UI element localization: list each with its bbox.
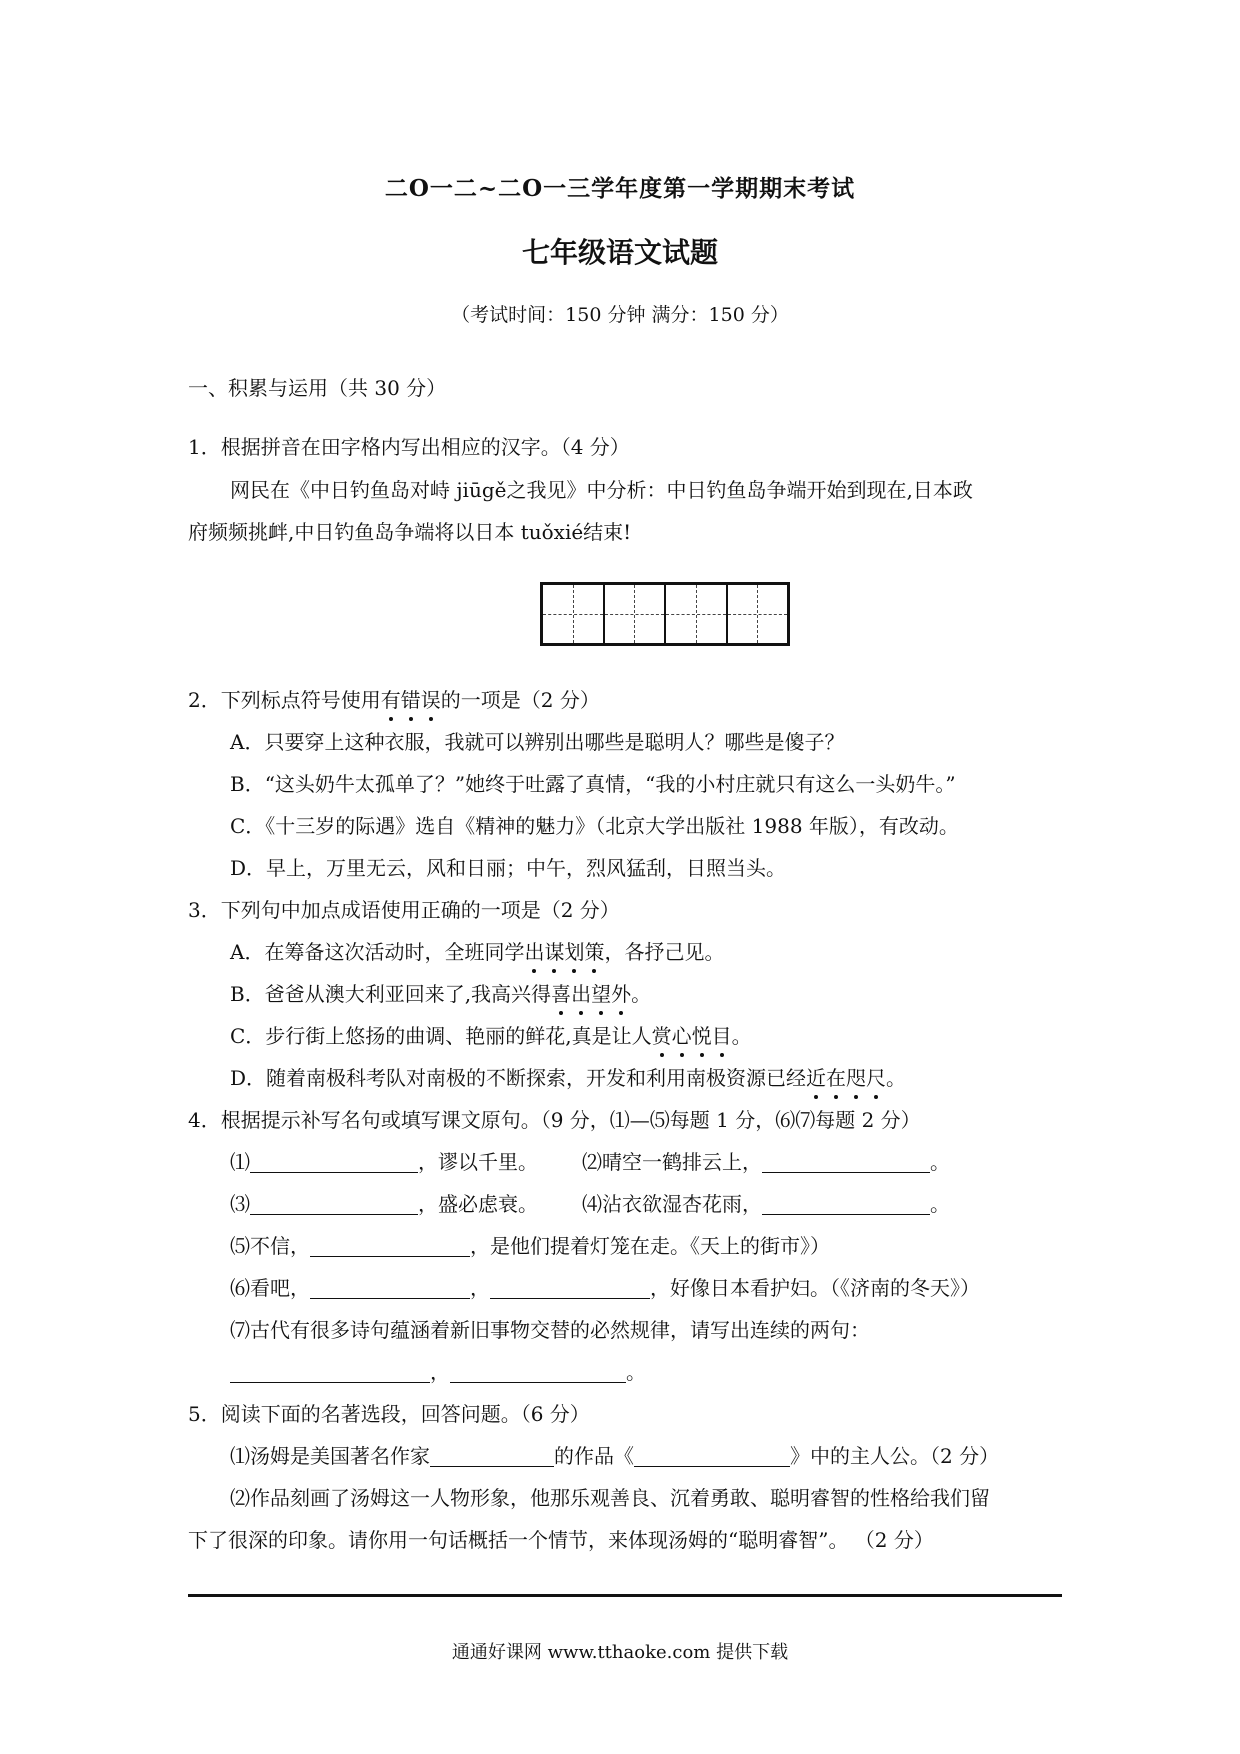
- dotted-char: 出: [524, 940, 545, 964]
- option-text: ，各抒己见。: [604, 940, 725, 964]
- exam-title: 七年级语文试题: [521, 236, 718, 269]
- dotted-char: 目: [711, 1024, 732, 1048]
- option-text: A．在筹备这次活动时，全班同学: [230, 940, 525, 964]
- tianzi-grid[interactable]: [540, 582, 790, 646]
- exam-year-title: 二O一二~二O一三学年度第一学期期末考试: [384, 175, 856, 202]
- footer-rule: [188, 1594, 1062, 1597]
- question-4-line5: ⑺古代有很多诗句蕴涵着新旧事物交替的必然规律，请写出连续的两句：: [230, 1318, 870, 1342]
- question-3-stem: 3．下列句中加点成语使用正确的一项是（2 分）: [188, 898, 620, 922]
- answer-blank[interactable]: [450, 1360, 626, 1383]
- item-text: ⑴汤姆是美国著名作家: [230, 1444, 430, 1468]
- question-5-sub2-line1: ⑵作品刻画了汤姆这一人物形象，他那乐观善良、沉着勇敢、聪明睿智的性格给我们留: [230, 1486, 990, 1510]
- question-1-paragraph-line1: 网民在《中日钓鱼岛对峙 jiūgě之我见》中分析：中日钓鱼岛争端开始到现在,日本政: [230, 478, 973, 502]
- dotted-char: 咫: [846, 1066, 867, 1090]
- question-4-line4: [230, 1274, 980, 1302]
- question-5-sub1: [230, 1442, 999, 1470]
- dotted-char: 策: [584, 940, 605, 964]
- item-text: ，好像日本看护妇。（《济南的冬天》）: [650, 1276, 980, 1300]
- dotted-char: 近: [806, 1066, 827, 1090]
- option-text: C．步行街上悠扬的曲调、艳丽的鲜花,真是让人: [230, 1024, 652, 1048]
- question-4-line1: [230, 1148, 538, 1176]
- option-text: 。: [631, 982, 652, 1006]
- dotted-char: 有: [380, 688, 401, 712]
- dotted-char: 望: [591, 982, 612, 1006]
- answer-blank[interactable]: [762, 1150, 930, 1173]
- question-3-option-a: [230, 938, 724, 966]
- dotted-char: 错: [400, 688, 421, 712]
- dotted-char: 悦: [691, 1024, 712, 1048]
- grid-cell[interactable]: [543, 585, 605, 643]
- dotted-char: 喜: [551, 982, 572, 1006]
- dotted-char: 在: [826, 1066, 847, 1090]
- question-3-option-b: [230, 980, 651, 1008]
- item-number: ⑴: [230, 1150, 250, 1174]
- question-4-line1b: [582, 1148, 950, 1176]
- question-2-option-d: D．早上，万里无云，风和日丽；中午，烈风猛刮，日照当头。: [230, 856, 787, 880]
- item-text: 的作品《: [554, 1444, 634, 1468]
- item-text: ，: [430, 1360, 450, 1384]
- item-number: ⑶: [230, 1192, 250, 1216]
- stem-text: 2．下列标点符号使用: [188, 688, 381, 712]
- item-text: 。: [930, 1150, 950, 1174]
- dotted-char: 误: [420, 688, 441, 712]
- question-5-sub2-line2: 下了很深的印象。请你用一句话概括一个情节，来体现汤姆的“聪明睿智”。 （2 分）: [188, 1528, 934, 1552]
- question-1-paragraph-line2: 府频频挑衅,中日钓鱼岛争端将以日本 tuǒxié结束!: [188, 520, 632, 544]
- question-4-line2b: [582, 1190, 950, 1218]
- grid-cell[interactable]: [605, 585, 667, 643]
- question-1-stem: 1．根据拼音在田字格内写出相应的汉字。（4 分）: [188, 435, 630, 459]
- item-text: ⑸不信，: [230, 1234, 310, 1258]
- answer-blank[interactable]: [490, 1276, 650, 1299]
- dotted-char: 尺: [866, 1066, 887, 1090]
- footer-text: 通通好课网 www.tthaoke.com 提供下载: [451, 1642, 789, 1663]
- question-3-option-c: [230, 1022, 752, 1050]
- answer-blank[interactable]: [310, 1276, 470, 1299]
- item-text: ，盛必虑衰。: [418, 1192, 538, 1216]
- grid-cell[interactable]: [666, 585, 728, 643]
- option-text: 。: [886, 1066, 907, 1090]
- question-5-stem: 5．阅读下面的名著选段，回答问题。（6 分）: [188, 1402, 590, 1426]
- answer-blank[interactable]: [230, 1360, 430, 1383]
- item-text: 。: [626, 1360, 646, 1384]
- item-text: 。: [930, 1192, 950, 1216]
- exam-info: （考试时间：150 分钟 满分：150 分）: [451, 304, 789, 326]
- item-text: 》中的主人公。（2 分）: [790, 1444, 1000, 1468]
- answer-blank[interactable]: [310, 1234, 470, 1257]
- stem-text: 的一项是（2 分）: [440, 688, 600, 712]
- dotted-char: 出: [571, 982, 592, 1006]
- dotted-char: 心: [671, 1024, 692, 1048]
- answer-blank[interactable]: [430, 1444, 554, 1467]
- question-2-option-b: B．“这头奶牛太孤单了？”她终于吐露了真情，“我的小村庄就只有这么一头奶牛。”: [230, 772, 956, 796]
- item-text: ⑹看吧，: [230, 1276, 310, 1300]
- option-text: D．随着南极科考队对南极的不断探索，开发和利用南极资源已经: [230, 1066, 807, 1090]
- option-text: B．爸爸从澳大利亚回来了,我高兴得: [230, 982, 552, 1006]
- question-3-option-d: [230, 1064, 906, 1092]
- answer-blank[interactable]: [634, 1444, 790, 1467]
- question-4-line6: [230, 1358, 646, 1386]
- answer-blank[interactable]: [762, 1192, 930, 1215]
- item-text: ，谬以千里。: [418, 1150, 538, 1174]
- dotted-char: 外: [611, 982, 632, 1006]
- answer-blank[interactable]: [250, 1192, 418, 1215]
- answer-blank[interactable]: [250, 1150, 418, 1173]
- section-heading: 一、积累与运用（共 30 分）: [188, 376, 447, 400]
- item-text: ⑷沾衣欲湿杏花雨，: [582, 1192, 762, 1216]
- item-text: ，是他们提着灯笼在走。《天上的街市》）: [470, 1234, 830, 1258]
- question-4-line2: [230, 1190, 538, 1218]
- question-2-option-c: C．《十三岁的际遇》选自《精神的魅力》（北京大学出版社 1988 年版），有改动。: [230, 814, 959, 838]
- option-text: 。: [731, 1024, 752, 1048]
- question-4-line3: [230, 1232, 830, 1260]
- dotted-char: 赏: [651, 1024, 672, 1048]
- question-2-option-a: A．只要穿上这种衣服，我就可以辨别出哪些是聪明人？哪些是傻子？: [230, 730, 845, 754]
- question-2-stem: [188, 686, 600, 714]
- question-4-stem: 4．根据提示补写名句或填写课文原句。（9 分，⑴—⑸每题 1 分，⑹⑺每题 2 分）: [188, 1108, 921, 1132]
- item-text: ⑵晴空一鹤排云上，: [582, 1150, 762, 1174]
- dotted-char: 谋: [544, 940, 565, 964]
- dotted-char: 划: [564, 940, 585, 964]
- item-text: ，: [470, 1276, 490, 1300]
- grid-cell[interactable]: [728, 585, 788, 643]
